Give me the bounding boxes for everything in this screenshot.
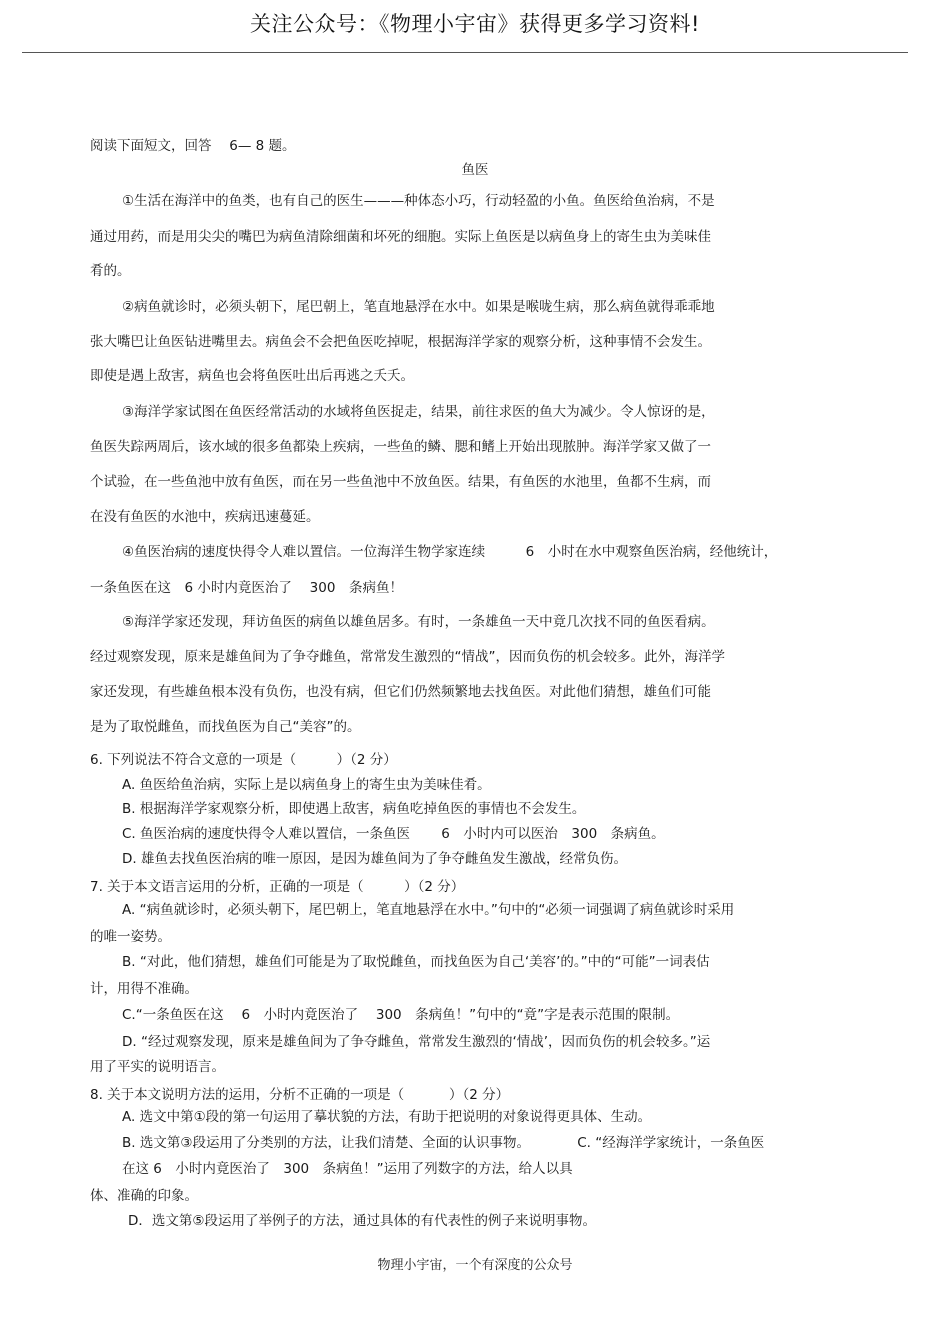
option-7a: A. “病鱼就诊时，必须头朝下，尾巴朝上，笔直地悬浮在水中。”句中的“必须一词强调了病鱼就诊时采用 — [122, 902, 735, 918]
option-6c: C. 鱼医治病的速度快得令人难以置信，一条鱼医 6 小时内可以医治 300 条病鱼。 — [122, 826, 665, 842]
question-7: 7. 关于本文语言运用的分析，正确的一项是（ ）（2 分） — [90, 879, 465, 895]
question-8: 8. 关于本文说明方法的运用，分析不正确的一项是（ ）（2 分） — [90, 1087, 510, 1103]
article-line: 鱼医失踪两周后，该水域的很多鱼都染上疾病，一些鱼的鳞、腮和鳍上开始出现脓肿。海洋学家又做了一 — [90, 439, 711, 455]
article-line: ③海洋学家试图在鱼医经常活动的水域将鱼医捉走，结果，前往求医的鱼大为减少。令人惊讶的是， — [122, 404, 715, 420]
header-divider — [22, 52, 908, 53]
option-8c: 在这 6 小时内竟医治了 300 条病鱼！”运用了列数字的方法，给人以具 — [122, 1161, 573, 1177]
option-7a-continued: 的唯一姿势。 — [90, 929, 171, 945]
option-8d: D．选文第⑤段运用了举例子的方法，通过具体的有代表性的例子来说明事物。 — [128, 1213, 596, 1229]
option-8a: A. 选文中第①段的第一句运用了摹状貌的方法，有助于把说明的对象说得更具体、生动。 — [122, 1109, 652, 1125]
option-6d: D. 雄鱼去找鱼医治病的唯一原因，是因为雄鱼间为了争夺雌鱼发生激战，经常负伤。 — [122, 851, 627, 867]
option-7d-continued: 用了平实的说明语言。 — [90, 1059, 225, 1075]
article-line: 经过观察发现，原来是雄鱼间为了争夺雌鱼，常常发生激烈的“情战”，因而负伤的机会较多。此外，海洋学 — [90, 649, 725, 665]
option-6b: B. 根据海洋学家观察分析，即使遇上敌害，病鱼吃掉鱼医的事情也不会发生。 — [122, 801, 586, 817]
header-title: 关注公众号：《物理小宇宙》获得更多学习资料! — [250, 12, 700, 36]
article-line: 即使是遇上敌害，病鱼也会将鱼医吐出后再逃之夭夭。 — [90, 368, 414, 384]
article-line: 通过用药，而是用尖尖的嘴巴为病鱼清除细菌和坏死的细胞。实际上鱼医是以病鱼身上的寄生虫为美味佳 — [90, 229, 711, 245]
article-line: 一条鱼医在这 6 小时内竟医治了 300 条病鱼！ — [90, 580, 403, 596]
reading-instruction: 阅读下面短文，回答 6— 8 题。 — [90, 138, 296, 154]
option-7c: C.“一条鱼医在这 6 小时内竟医治了 300 条病鱼！”句中的“竟”字是表示范围的限制。 — [122, 1007, 680, 1023]
question-6: 6. 下列说法不符合文意的一项是（ ）（2 分） — [90, 752, 397, 768]
article-line: ①生活在海洋中的鱼类，也有自己的医生———种体态小巧，行动轻盈的小鱼。鱼医给鱼治病，不是 — [122, 193, 715, 209]
page-footer: 物理小宇宙，一个有深度的公众号 — [377, 1258, 573, 1273]
article-line: 是为了取悦雌鱼，而找鱼医为自己“美容”的。 — [90, 719, 361, 735]
article-line: 在没有鱼医的水池中，疾病迅速蔓延。 — [90, 509, 320, 525]
article-line: ②病鱼就诊时，必须头朝下，尾巴朝上，笔直地悬浮在水中。如果是喉咙生病，那么病鱼就得乖乖地 — [122, 299, 715, 315]
option-7b: B. “对此，他们猜想，雄鱼们可能是为了取悦雌鱼，而找鱼医为自己‘美容’的。”中的“可能”一词表估 — [122, 954, 710, 970]
article-line: 肴的。 — [90, 263, 131, 279]
article-line: ④鱼医治病的速度快得令人难以置信。一位海洋生物学家连续 6 小时在水中观察鱼医治病，经他统计， — [122, 544, 778, 560]
article-line: ⑤海洋学家还发现，拜访鱼医的病鱼以雄鱼居多。有时，一条雄鱼一天中竟几次找不同的鱼医看病。 — [122, 614, 715, 630]
article-title: 鱼医 — [461, 162, 489, 178]
article-line: 张大嘴巴让鱼医钻进嘴里去。病鱼会不会把鱼医吃掉呢，根据海洋学家的观察分析，这种事情不会发生。 — [90, 334, 711, 350]
option-7d: D. “经过观察发现，原来是雄鱼间为了争夺雌鱼，常常发生激烈的‘情战’，因而负伤的机会较多。”运 — [122, 1034, 711, 1050]
option-8c-continued: 体、准确的印象。 — [90, 1188, 198, 1204]
article-line: 个试验，在一些鱼池中放有鱼医，而在另一些鱼池中不放鱼医。结果，有鱼医的水池里，鱼都不生病，而 — [90, 474, 711, 490]
option-6a: A. 鱼医给鱼治病，实际上是以病鱼身上的寄生虫为美味佳肴。 — [122, 777, 491, 793]
article-line: 家还发现，有些雄鱼根本没有负伤，也没有病，但它们仍然频繁地去找鱼医。对此他们猜想，雄鱼们可能 — [90, 684, 711, 700]
option-7b-continued: 计，用得不准确。 — [90, 981, 198, 997]
option-8b: B. 选文第③段运用了分类别的方法，让我们清楚、全面的认识事物。 C. “经海洋学家统计，一条鱼医 — [122, 1135, 765, 1151]
